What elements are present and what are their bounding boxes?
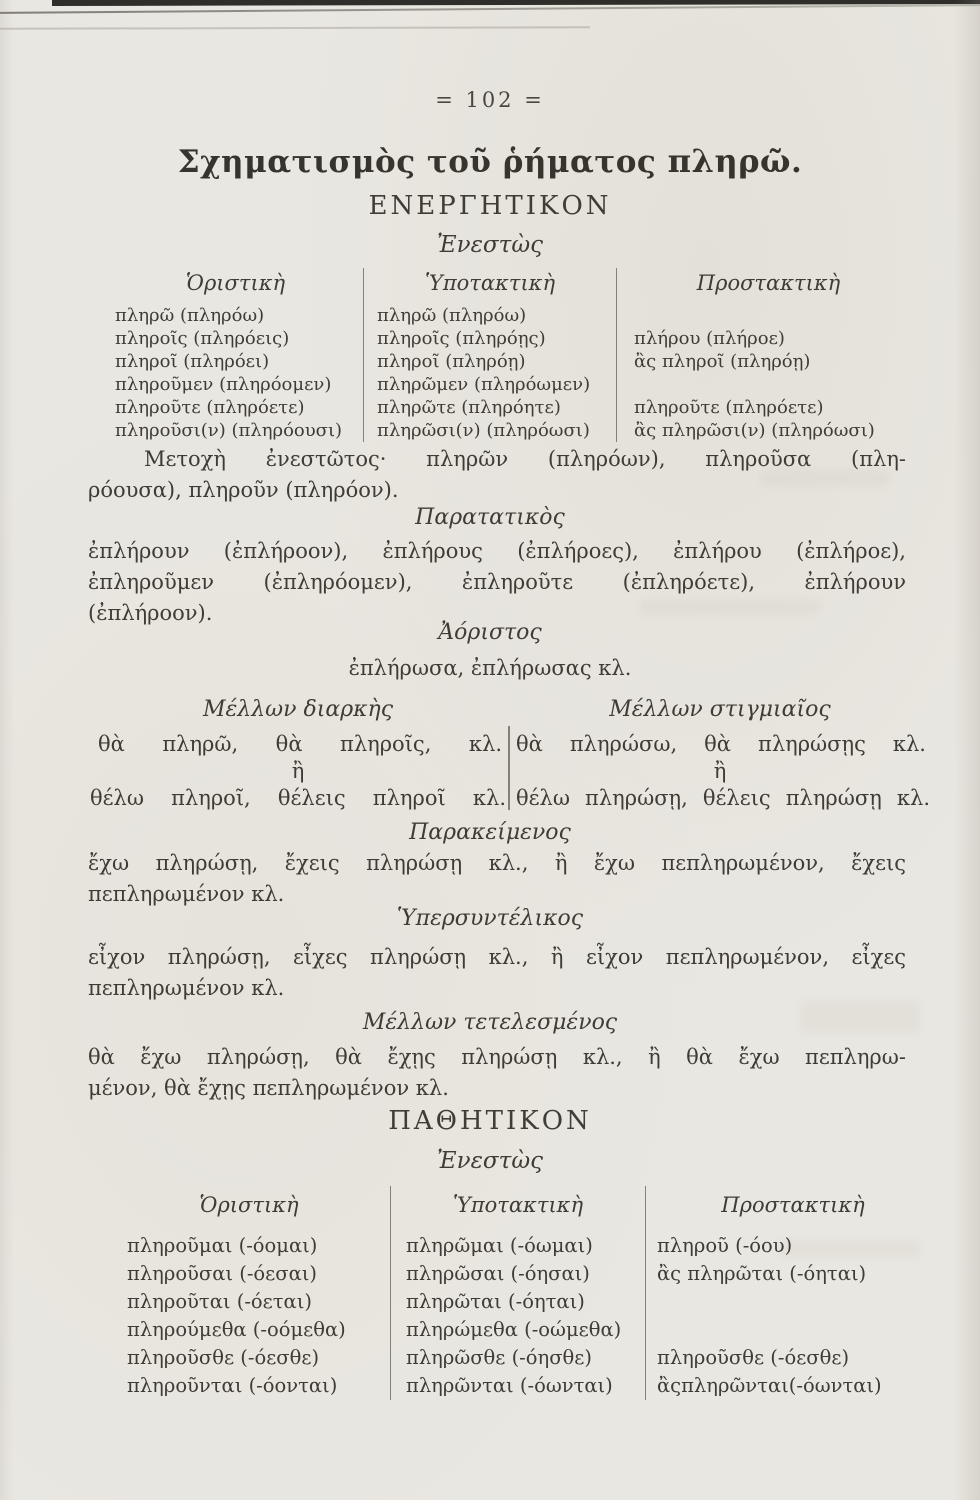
pluperfect-paragraph — [88, 942, 906, 1004]
future-momentary-line1: θὰ πληρώσω, θὰ πληρώσῃς κλ. — [516, 732, 926, 756]
future-momentary-line2: θέλω πληρώσῃ, θέλεις πληρώσῃ κλ. — [516, 786, 930, 810]
column-header-indicative: Ὁριστικὴ — [185, 271, 286, 295]
scan-edge-faint-line — [0, 26, 590, 29]
verb-form-cell: πληρῶ (πληρόω) — [363, 304, 616, 327]
future-durative-heading: Μέλλων διαρκὴς — [202, 697, 394, 722]
section-heading-active: ΕΝΕΡΓΗΤΙΚΟΝ — [368, 191, 612, 221]
verb-form-cell: πληρώμεθα (-οώμεθα) — [390, 1316, 645, 1344]
verb-form-cell: πληρῶνται (-όωνται) — [390, 1372, 645, 1400]
verb-form-cell: ἂς πληρῶται (-όηται) — [645, 1260, 940, 1288]
column-header-subjunctive: Ὑποτακτικὴ — [390, 1186, 645, 1232]
verb-form-cell: ἂς πληροῖ (πληρόῃ) — [616, 350, 920, 373]
verb-form-cell: ἂςπληρῶνται(-όωνται) — [645, 1372, 940, 1400]
verb-form-cell: πληροῦμεν (πληρόομεν) — [115, 374, 332, 395]
title-period: . — [790, 144, 803, 180]
verb-form-cell: πληροῦσι(ν) (πληρόουσι) — [115, 420, 343, 441]
tense-heading-present-active: Ἐνεστὼς — [436, 232, 543, 258]
passive-conjugation-table — [108, 1186, 940, 1400]
perfect-heading: Παρακείμενος — [409, 820, 571, 845]
verb-form-cell: πληροῖ (πληρόῃ) — [363, 350, 616, 373]
text-line: ἐπλήρουν (ἐπλήροον), ἐπλήρους (ἐπλήροες), ἐπλήρου (ἐπλήροε), — [88, 539, 906, 563]
perfect-paragraph — [88, 848, 906, 910]
verb-form-cell: πληρῶσι(ν) (πληρόωσι) — [363, 419, 616, 442]
text-line: εἶχον πληρώσῃ, εἶχες πληρώσῃ κλ., ἢ εἶχον πεπληρωμένον, εἶχες — [88, 945, 906, 969]
text-line: πεπληρωμένον κλ. — [88, 882, 285, 906]
verb-form-cell: πληρῶ (πληρόω) — [115, 305, 265, 326]
page-number: = 102 = — [435, 88, 545, 112]
verb-form-cell: πληροῖς (πληρόεις) — [115, 328, 290, 349]
verb-form-cell — [616, 304, 920, 327]
tense-heading-present-passive: Ἐνεστὼς — [436, 1148, 543, 1174]
column-header-indicative: Ὁριστικὴ — [199, 1193, 299, 1217]
future-momentary-column — [508, 697, 932, 812]
verb-form-cell — [645, 1288, 940, 1316]
text-line: πεπληρωμένον κλ. — [88, 976, 285, 1000]
aorist-heading: Ἀόριστος — [438, 620, 542, 645]
verb-form-cell: ἂς πληρῶσι(ν) (πληρόωσι) — [616, 419, 920, 442]
column-header-subjunctive: Ὑποτακτικὴ — [363, 268, 616, 304]
active-conjugation-table — [108, 268, 920, 442]
text-line: ἐπληροῦμεν (ἐπληρόομεν), ἐπληροῦτε (ἐπληρόετε), ἐπλήρουν — [88, 570, 906, 594]
verb-form-cell: πληροῦσθε (-όεσθε) — [645, 1344, 940, 1372]
scan-right-shading — [954, 0, 980, 1500]
future-momentary-heading: Μέλλων στιγμιαῖος — [609, 697, 831, 722]
or-conjunction: ἢ — [291, 759, 305, 783]
imperfect-paragraph — [88, 536, 906, 629]
text-line: ἔχω πληρώσῃ, ἔχεις πληρώσῃ κλ., ἢ ἔχω πεπληρωμένον, ἔχεις — [88, 851, 906, 875]
verb-form-cell: πληροῦνται (-όονται) — [127, 1374, 338, 1397]
verb-form-cell: πληροῦτε (πληρόετε) — [115, 397, 305, 418]
title-verb-bold: πληρῶ — [667, 142, 791, 180]
verb-form-cell: πληροῦμαι (-όομαι) — [127, 1234, 318, 1257]
section-heading-passive: ΠΑΘΗΤΙΚΟΝ — [388, 1106, 592, 1136]
verb-form-cell: πληρῶμαι (-όωμαι) — [390, 1232, 645, 1260]
title-prefix: Σχηματισμὸς τοῦ ῥήματος — [177, 144, 668, 180]
column-header-imperative: Προστακτικὴ — [645, 1186, 940, 1232]
verb-form-cell: πληροῦται (-όεται) — [127, 1290, 312, 1313]
future-perfect-heading: Μέλλων τετελεσμένος — [362, 1010, 618, 1035]
verb-form-cell: πληροῦσθε (-όεσθε) — [127, 1346, 320, 1369]
verb-form-cell: πληρῶσθε (-όησθε) — [390, 1344, 645, 1372]
verb-form-cell: πληρῶσαι (-όησαι) — [390, 1260, 645, 1288]
verb-form-cell: πληρῶτε (πληρόητε) — [363, 396, 616, 419]
pluperfect-heading: Ὑπερσυντέλικος — [396, 906, 584, 931]
imperfect-heading: Παρατατικὸς — [415, 505, 565, 530]
verb-form-cell: πλήρου (πλήροε) — [616, 327, 920, 350]
future-columns-divider — [508, 726, 510, 810]
verb-form-cell: πληρούμεθα (-οόμεθα) — [127, 1318, 346, 1341]
future-durative-line1: θὰ πληρῶ, θὰ πληροῖς, κλ. — [98, 732, 502, 756]
verb-form-cell — [645, 1316, 940, 1344]
text-line: (ἐπλήροον). — [88, 601, 213, 625]
aorist-forms-text: ἐπλήρωσα, ἐπλήρωσας κλ. — [348, 656, 632, 680]
text-line: μένον, θὰ ἔχῃς πεπληρωμένον κλ. — [88, 1076, 449, 1100]
text-line: θὰ ἔχω πληρώσῃ, θὰ ἔχῃς πληρώσῃ κλ., ἢ θὰ ἔχω πεπληρω- — [88, 1045, 906, 1069]
text-line: Μετοχὴ ἐνεστῶτος· πληρῶν (πληρόων), πληροῦσα (πλη- — [144, 447, 906, 471]
text-line: ρόουσα), πληροῦν (πληρόον). — [88, 478, 399, 502]
verb-form-cell: πληροῖς (πληρόῃς) — [363, 327, 616, 350]
future-perfect-paragraph — [88, 1042, 906, 1104]
participle-paragraph — [88, 444, 906, 506]
verb-form-cell: πληροῦσαι (-όεσαι) — [127, 1262, 318, 1285]
future-durative-column — [88, 697, 508, 812]
verb-form-cell — [616, 373, 920, 396]
verb-form-cell: πληρῶται (-όηται) — [390, 1288, 645, 1316]
page-title — [0, 142, 980, 180]
verb-form-cell: πληρῶμεν (πληρόωμεν) — [363, 373, 616, 396]
column-header-imperative: Προστακτικὴ — [616, 268, 920, 304]
future-durative-line2: θέλω πληροῖ, θέλεις πληροῖ κλ. — [90, 786, 506, 810]
verb-form-cell: πληροῦ (-όου) — [645, 1232, 940, 1260]
verb-form-cell: πληροῦτε (πληρόετε) — [616, 396, 920, 419]
future-tense-columns — [88, 697, 932, 812]
or-conjunction: ἢ — [713, 759, 727, 783]
scan-left-shading — [0, 0, 14, 1500]
verb-form-cell: πληροῖ (πληρόει) — [115, 351, 270, 372]
